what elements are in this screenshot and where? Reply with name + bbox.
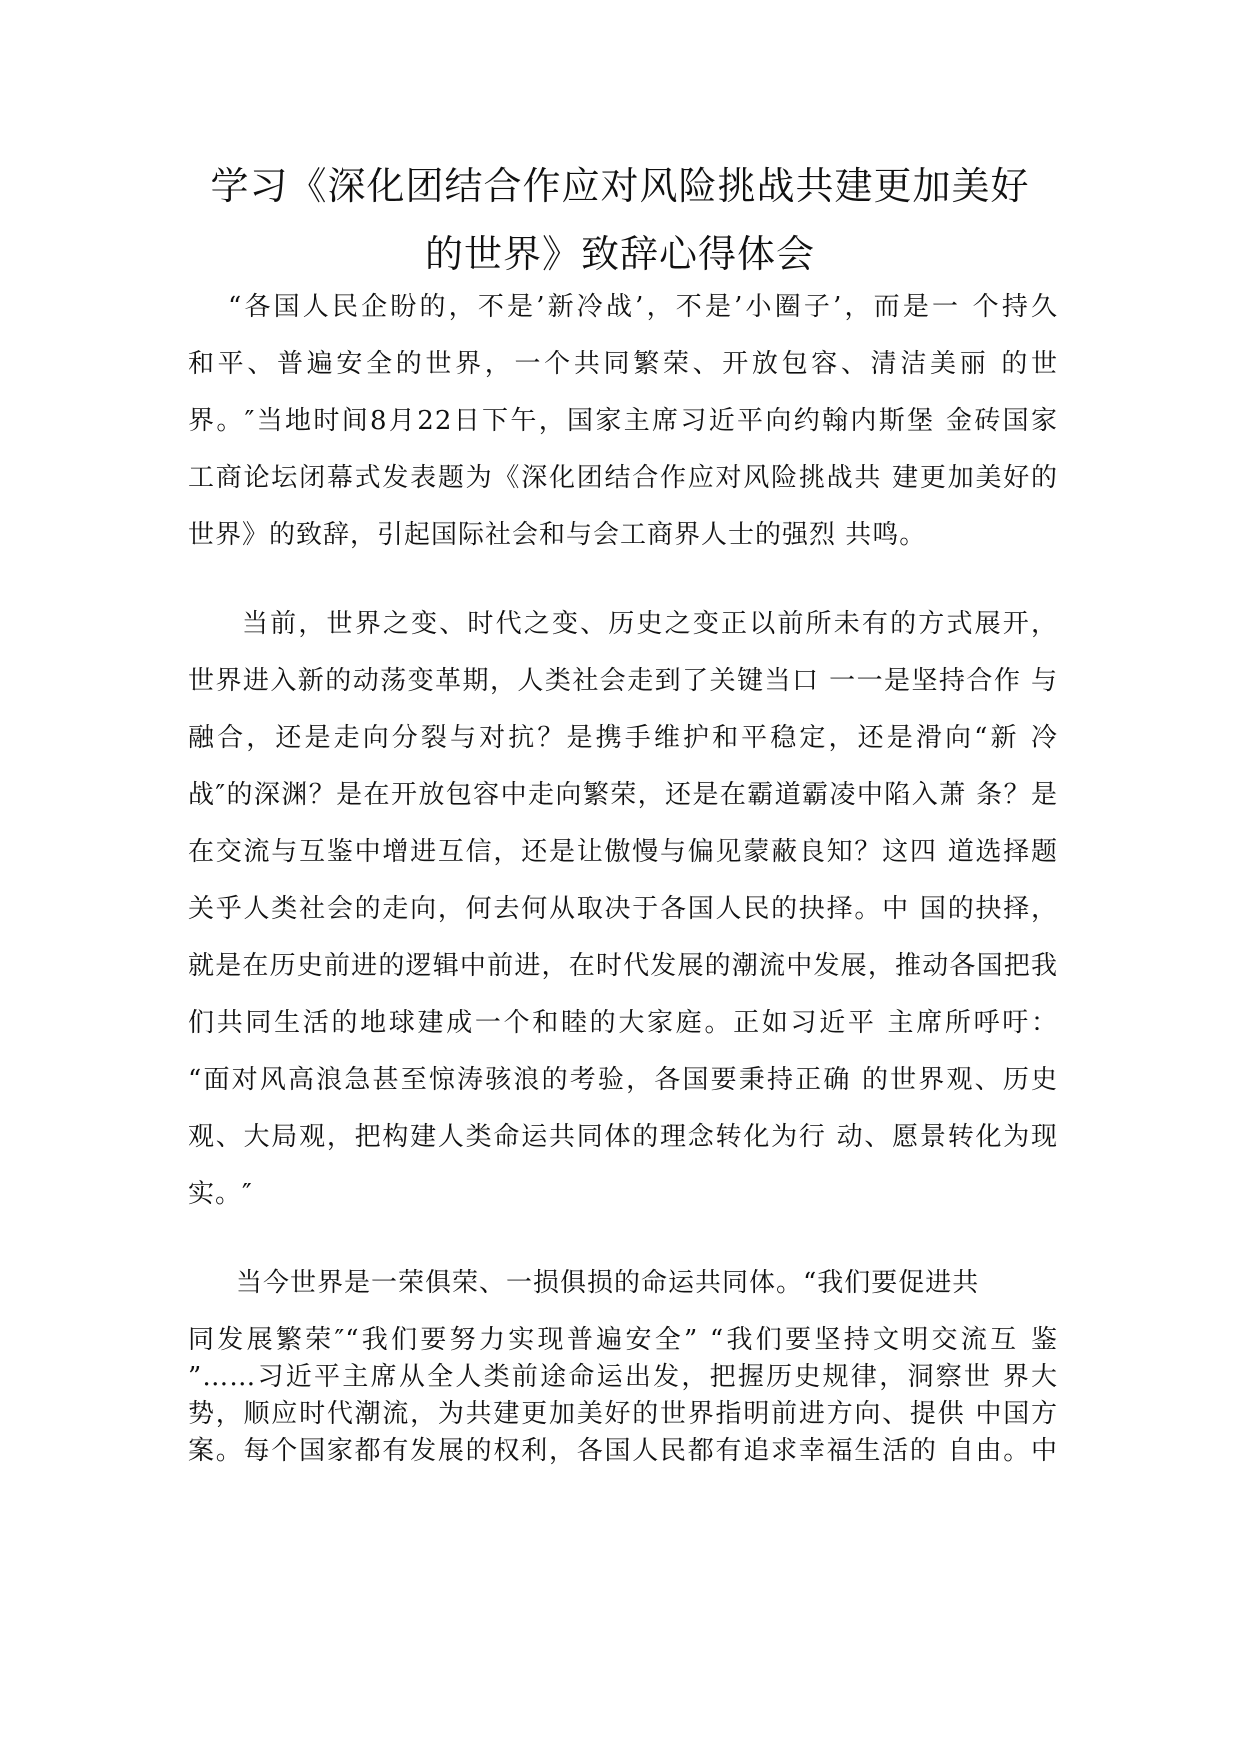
paragraph-line: 战″的深渊？是在开放包容中走向繁荣，还是在霸道霸凌中陷入萧 条？是 (188, 780, 1058, 810)
paragraph-line: 当今世界是一荣俱荣、一损俱损的命运共同体。“我们要促进共 (236, 1268, 980, 1298)
paragraph-line: 们共同生活的地球建成一个和睦的大家庭。正如习近平 主席所呼吁： (188, 1008, 1058, 1038)
paragraph-line: 当前，世界之变、时代之变、历史之变正以前所未有的方式展开， (242, 609, 1058, 639)
paragraph-line: 势，顺应时代潮流，为共建更加美好的世界指明前进方向、提供 中国方 (188, 1399, 1058, 1429)
document-title-line-1: 学习《深化团结合作应对风险挑战共建更加美好 (210, 164, 1030, 208)
paragraph-line: ”……习近平主席从全人类前途命运出发，把握历史规律，洞察世 界大 (188, 1362, 1058, 1392)
paragraph-line: 和平、普遍安全的世界，一个共同繁荣、开放包容、清洁美丽 的世 (188, 349, 1058, 379)
document-title-line-2: 的世界》致辞心得体会 (424, 232, 815, 276)
paragraph-line: 案。每个国家都有发展的权利，各国人民都有追求幸福生活的 自由。中 (188, 1436, 1058, 1466)
paragraph-line: 在交流与互鉴中增进互信，还是让傲慢与偏见蒙蔽良知？这四 道选择题 (188, 837, 1058, 867)
paragraph-line: “面对风高浪急甚至惊涛骇浪的考验，各国要秉持正确 的世界观、历史 (188, 1065, 1058, 1095)
paragraph-line: 世界进入新的动荡变革期，人类社会走到了关键当口 一一是坚持合作 与 (188, 666, 1058, 696)
paragraph-line: 融合，还是走向分裂与对抗？是携手维护和平稳定，还是滑向“新 冷 (188, 723, 1058, 753)
paragraph-line: 观、大局观，把构建人类命运共同体的理念转化为行 动、愿景转化为现 (188, 1122, 1058, 1152)
paragraph-line: 关乎人类社会的走向，何去何从取决于各国人民的抉择。中 国的抉择， (188, 894, 1058, 924)
paragraph-line: 就是在历史前进的逻辑中前进，在时代发展的潮流中发展，推动各国把我 (188, 951, 1058, 981)
paragraph-line: “各国人民企盼的，不是’新冷战’，不是’小圈子’，而是一 个持久 (228, 292, 1058, 322)
paragraph-line: 工商论坛闭幕式发表题为《深化团结合作应对风险挑战共 建更加美好的 (188, 463, 1058, 493)
paragraph-line: 实。″ (188, 1179, 253, 1209)
paragraph-line: 世界》的致辞，引起国际社会和与会工商界人士的强烈 共鸣。 (188, 520, 927, 550)
paragraph-line: 界。″当地时间8月22日下午，国家主席习近平向约翰内斯堡 金砖国家 (188, 406, 1058, 436)
paragraph-line: 同发展繁荣″“我们要努力实现普遍安全” “我们要坚持文明交流互 鉴 (188, 1325, 1058, 1355)
